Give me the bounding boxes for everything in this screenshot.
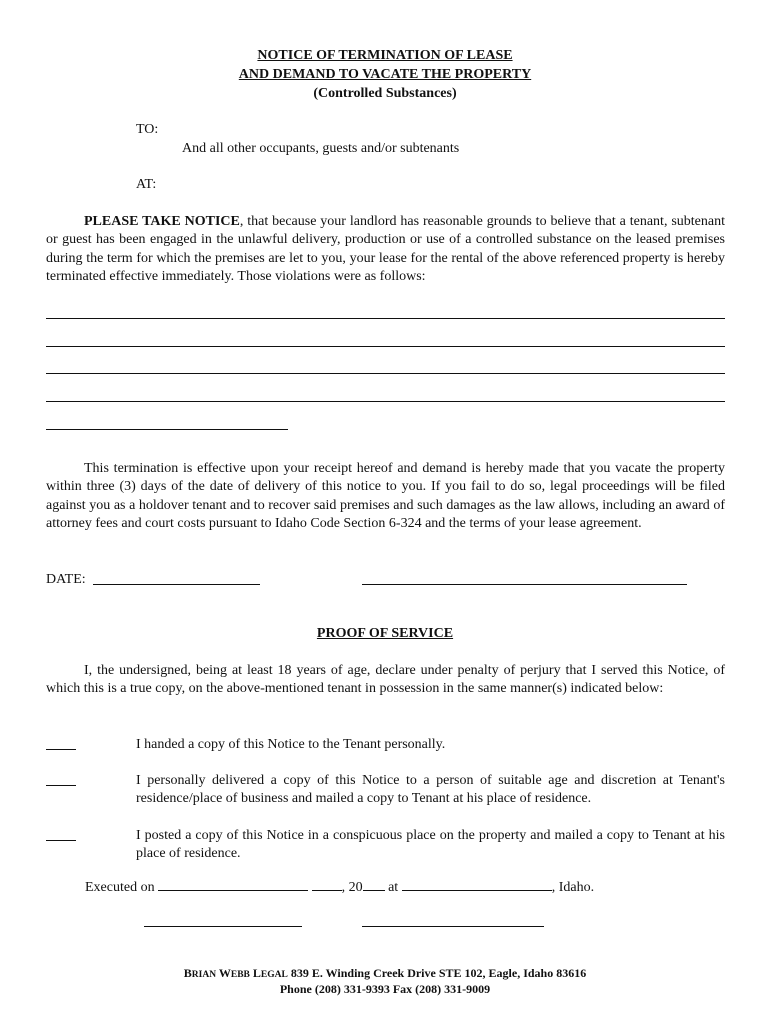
document-title-line2: AND DEMAND TO VACATE THE PROPERTY [238, 67, 532, 82]
at-label: AT: [136, 177, 157, 192]
violation-line-4[interactable] [46, 401, 725, 402]
service-option-3-checkbox[interactable] [46, 827, 76, 841]
service-option-3-text: I posted a copy of this Notice in a conspicuous place on the property and mailed a copy to Tenant at his place of residence. [136, 828, 725, 862]
date-field-line[interactable] [93, 584, 260, 585]
occupants-text: And all other occupants, guests and/or subtenants [182, 141, 460, 156]
notice-paragraph [46, 213, 725, 286]
notice-body: , that because your landlord has reasonable grounds to believe that a tenant, subtenant or guest has been engaged in the unlawful delivery, production or use of a controlled substance on the leased premises during the term for which the premises are let to you, your lease for the rental of the above referenced property is hereby terminated effective immediately. Those violations were as follows: [46, 214, 725, 284]
document-title-line1: NOTICE OF TERMINATION OF LEASE [257, 48, 513, 63]
date-label: DATE: [46, 572, 86, 587]
signature-line[interactable] [362, 584, 687, 585]
executed-date-field[interactable] [158, 877, 308, 891]
proof-of-service-title: PROOF OF SERVICE [316, 626, 454, 641]
executed-line [85, 877, 594, 897]
violation-line-5[interactable] [46, 429, 288, 430]
violation-line-3[interactable] [46, 373, 725, 374]
footer-address: 839 E. Winding Creek Drive STE 102, Eagle, Idaho 83616 [290, 966, 587, 980]
server-name-line[interactable] [144, 926, 302, 927]
termination-paragraph [46, 460, 725, 533]
violation-line-2[interactable] [46, 346, 725, 347]
server-signature-line[interactable] [362, 926, 544, 927]
executed-year-prefix: , 20 [341, 880, 363, 895]
executed-state-suffix: , Idaho. [551, 880, 595, 895]
to-label: TO: [136, 122, 159, 137]
notice-lead: PLEASE TAKE NOTICE [84, 214, 240, 229]
executed-at-label: at [388, 880, 399, 895]
footer-firm-line: BRIAN WEBB LEGAL 839 E. Winding Creek Drive STE 102, Eagle, Idaho 83616 [183, 966, 587, 980]
declaration-body: I, the undersigned, being at least 18 years of age, declare under penalty of perjury that I served this Notice, of which this is a true copy, on the above-mentioned tenant in possession in the same manner(s) indicated below: [46, 663, 725, 697]
footer-contact: Phone (208) 331-9393 Fax (208) 331-9009 [279, 982, 491, 996]
document-subtitle: (Controlled Substances) [313, 86, 457, 101]
executed-day-field[interactable] [312, 877, 342, 891]
service-option-2-text: I personally delivered a copy of this Notice to a person of suitable age and discretion at Tenant's residence/place of business and mailed a copy to Tenant at his place of residence. [136, 773, 725, 807]
executed-year-field[interactable] [363, 877, 385, 891]
service-option-1-checkbox[interactable] [46, 736, 76, 750]
violation-line-1[interactable] [46, 318, 725, 319]
declaration-paragraph [46, 662, 725, 699]
service-option-1-text: I handed a copy of this Notice to the Tenant personally. [136, 737, 446, 752]
executed-label: Executed on [85, 880, 155, 895]
termination-body: This termination is effective upon your receipt hereof and demand is hereby made that you vacate the property within three (3) days of the date of delivery of this notice to you. If you fail to do so, legal proceedings will be filed against you as a holdover tenant and to recover said premises and such damages as the law allows, including an award of attorney fees and court costs pursuant to Idaho Code Section 6-324 and the terms of your lease agreement. [46, 461, 725, 531]
service-option-2-checkbox[interactable] [46, 772, 76, 786]
executed-place-field[interactable] [402, 877, 552, 891]
